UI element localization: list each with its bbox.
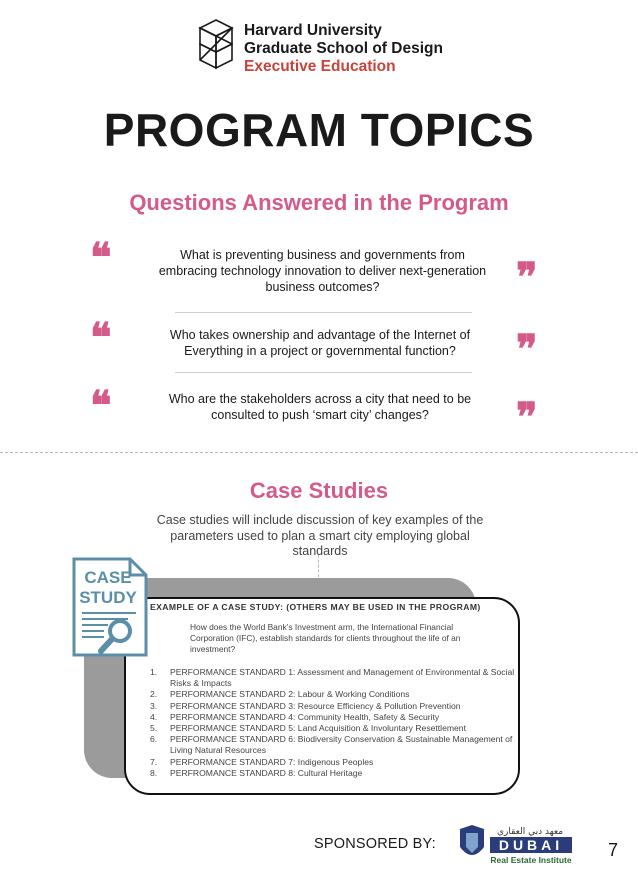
list-item: 2. PERFORMANCE STANDARD 2: Labour & Working Conditions bbox=[150, 689, 410, 700]
page-number: 7 bbox=[608, 840, 619, 860]
icon-text-case: CASE bbox=[84, 568, 132, 587]
icon-text-study: STUDY bbox=[79, 588, 137, 607]
example-title: EXAMPLE OF A CASE STUDY: (OTHERS MAY BE USED IN THE PROGRAM) bbox=[150, 602, 481, 612]
org-line-1: Harvard University bbox=[244, 22, 382, 39]
list-item: 1. PERFORMANCE STANDARD 1: Assessment and Management of Environmental & Social Risks & Impacts bbox=[150, 667, 515, 689]
sponsor-arabic: معهد دبي العقاري bbox=[496, 827, 564, 837]
gsd-logo-icon bbox=[196, 18, 236, 70]
org-name bbox=[244, 22, 443, 76]
dubai-real-estate-institute-logo bbox=[458, 823, 574, 865]
list-item: 4. PERFORMANCE STANDARD 4: Community Health, Safety & Security bbox=[150, 711, 440, 722]
section-divider bbox=[0, 452, 638, 453]
sponsor-subtitle: Real Estate Institute bbox=[490, 855, 572, 865]
close-quote-icon: ❞ bbox=[516, 394, 538, 441]
close-quote-icon: ❞ bbox=[516, 326, 538, 373]
list-item: 3. PERFORMANCE STANDARD 3: Resource Efficiency & Pollution Prevention bbox=[150, 700, 461, 711]
question-2: Who takes ownership and advantage of the Internet of Everything in a project or governmental function? bbox=[169, 328, 471, 358]
open-quote-icon: ❝ bbox=[90, 234, 112, 281]
sponsor-name: DUBAI bbox=[498, 837, 564, 853]
list-item: 5. PERFORMANCE STANDARD 5: Land Acquisition & Involuntary Resettlement bbox=[150, 723, 466, 734]
sponsored-label: SPONSORED BY: bbox=[314, 836, 436, 852]
org-line-2: Graduate School of Design bbox=[244, 40, 443, 57]
open-quote-icon: ❝ bbox=[90, 314, 112, 361]
case-study-icon bbox=[68, 555, 150, 659]
questions-heading: Questions Answered in the Program bbox=[129, 190, 509, 215]
divider bbox=[175, 372, 472, 373]
standards-list bbox=[150, 667, 515, 779]
list-item: 8. PERFROMANCE STANDARD 8: Cultural Heritage bbox=[150, 767, 363, 778]
org-line-3: Executive Education bbox=[244, 58, 396, 75]
case-studies-intro: Case studies will include discussion of key examples of the parameters used to plan a smart city employing global standards bbox=[156, 513, 484, 558]
divider bbox=[175, 312, 472, 313]
example-description: How does the World Bank’s Investment arm, the International Financial Corporation (IFC), establish standards for clients throughout the life of an investment? bbox=[190, 622, 461, 654]
question-1: What is preventing business and governments from embracing technology innovation to deliver next-generation business outcomes? bbox=[158, 248, 487, 294]
case-studies-heading: Case Studies bbox=[249, 478, 389, 503]
list-item: 7. PERFORMANCE STANDARD 7: Indigenous Peoples bbox=[150, 756, 374, 767]
open-quote-icon: ❝ bbox=[90, 382, 112, 429]
page-title: PROGRAM TOPICS bbox=[103, 104, 535, 156]
guide-line bbox=[318, 555, 319, 577]
close-quote-icon: ❞ bbox=[516, 254, 538, 301]
list-item: 6. PERFORMANCE STANDARD 6: Biodiversity Conservation & Sustainable Management of Living Natural Resources bbox=[150, 734, 513, 756]
question-3: Who are the stakeholders across a city that need to be consulted to push ‘smart city’ changes? bbox=[168, 392, 472, 422]
